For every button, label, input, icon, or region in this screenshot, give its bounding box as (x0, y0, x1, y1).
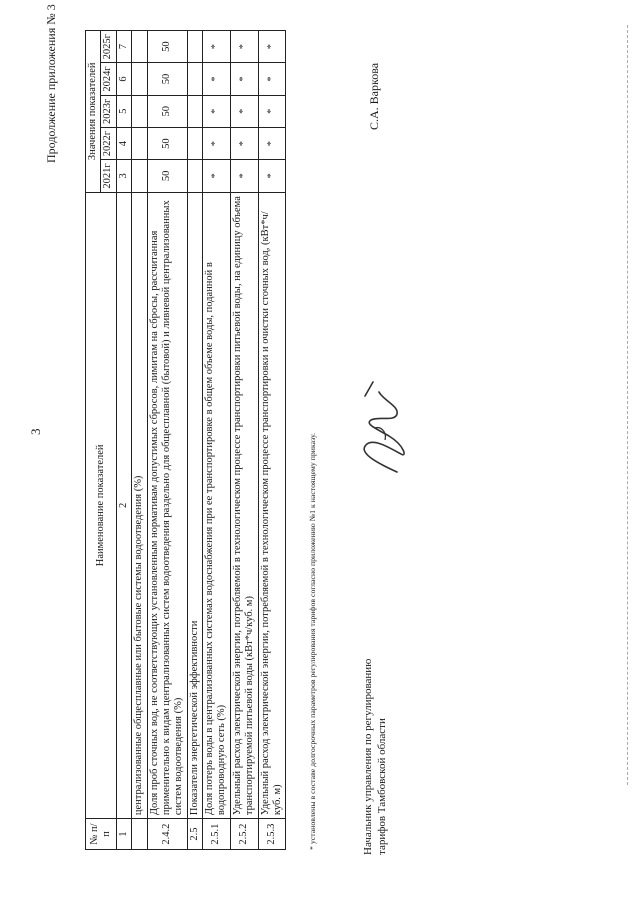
signer-title-line1: Начальник управления по регулированию (362, 658, 374, 855)
year-cell: 2022г (101, 127, 116, 159)
row-num: 2.5.3 (258, 819, 286, 850)
table-row (258, 31, 286, 850)
table-row (203, 31, 231, 850)
row-value (187, 160, 202, 192)
row-value (132, 95, 147, 127)
index-cell: 5 (116, 95, 131, 127)
row-value: * (203, 31, 231, 63)
row-num: 2.5 (187, 819, 202, 850)
row-value: * (230, 63, 258, 95)
row-value: 50 (147, 127, 187, 159)
row-value (187, 63, 202, 95)
handwritten-signature (345, 370, 415, 480)
continuation-label: Продолжение приложения № 3 (44, 4, 58, 163)
index-cell: 4 (116, 127, 131, 159)
row-value: 50 (147, 63, 187, 95)
row-name: Удельный расход электрической энергии, потребляемой в технологическом процессе транспортировки питьевой воды, на единицу объема транспортируемой питьевой воды (кВт*ч/куб. м) (230, 192, 258, 819)
year-cell: 2024г (101, 63, 116, 95)
header-values: Значения показателей (86, 31, 101, 193)
row-value (132, 31, 147, 63)
row-name: Доля потерь воды в централизованных системах водоснабжения при ее транспортировке в общем объеме воды, поданной в водопроводную сеть (%) (203, 192, 231, 819)
row-name: Доля проб сточных вод, не соответствующих установленным нормативам допустимых сбросов, лимитам на сбросы, рассчитанная применительно к видам централизованных систем водоотведения раздельно для общесплавной (бытовой) и ливневой централизованных систем водоотведения (%) (147, 192, 187, 819)
index-cell: 6 (116, 63, 131, 95)
row-value: * (230, 127, 258, 159)
row-value (187, 31, 202, 63)
row-name: централизованные общесплавные или бытовые системы водоотведения (%) (132, 192, 147, 819)
row-value (132, 160, 147, 192)
row-value: * (230, 160, 258, 192)
footnote: * установлены в составе долгосрочных параметров регулирования тарифов согласно приложению №1 к настоящему приказу. (308, 432, 317, 850)
header-num: № п/п (86, 819, 117, 850)
row-value: * (258, 160, 286, 192)
year-cell: 2021г (101, 160, 116, 192)
row-value: 50 (147, 95, 187, 127)
table-row-section (187, 31, 202, 850)
row-value: 50 (147, 31, 187, 63)
table-row (132, 31, 147, 850)
table-row (230, 31, 258, 850)
signer-name: С.А. Варкова (367, 62, 381, 130)
scan-edge-line (627, 25, 628, 785)
row-num: 2.5.1 (203, 819, 231, 850)
row-value: * (203, 95, 231, 127)
signer-title (362, 595, 390, 855)
index-cell: 7 (116, 31, 131, 63)
row-value: * (203, 127, 231, 159)
header-name: Наименование показателей (86, 192, 117, 819)
table-row (147, 31, 187, 850)
row-value: * (203, 63, 231, 95)
table-header-row (86, 31, 101, 850)
year-cell: 2023г (101, 95, 116, 127)
row-value: * (258, 127, 286, 159)
index-cell: 2 (116, 192, 131, 819)
row-value (132, 127, 147, 159)
row-value: * (230, 95, 258, 127)
table-index-row (116, 31, 131, 850)
index-cell: 1 (116, 819, 131, 850)
row-value (187, 95, 202, 127)
row-value: * (258, 95, 286, 127)
row-value: 50 (147, 160, 187, 192)
row-num: 2.5.2 (230, 819, 258, 850)
index-cell: 3 (116, 160, 131, 192)
row-value: * (258, 31, 286, 63)
row-name: Удельный расход электрической энергии, потребляемой в технологическом процессе транспортировки и очистки сточных вод, (кВт*ч/куб. м) (258, 192, 286, 819)
row-value (132, 63, 147, 95)
row-name: Показатели энергетической эффективности (187, 192, 202, 819)
year-cell: 2025г (101, 31, 116, 63)
row-value: * (258, 63, 286, 95)
row-value: * (230, 31, 258, 63)
page-number: 3 (28, 428, 43, 435)
row-value: * (203, 160, 231, 192)
row-num: 2.4.2 (147, 819, 187, 850)
row-value (187, 127, 202, 159)
indicators-table (85, 30, 286, 850)
row-num (132, 819, 147, 850)
signer-title-line2: тарифов Тамбовской области (375, 718, 388, 855)
